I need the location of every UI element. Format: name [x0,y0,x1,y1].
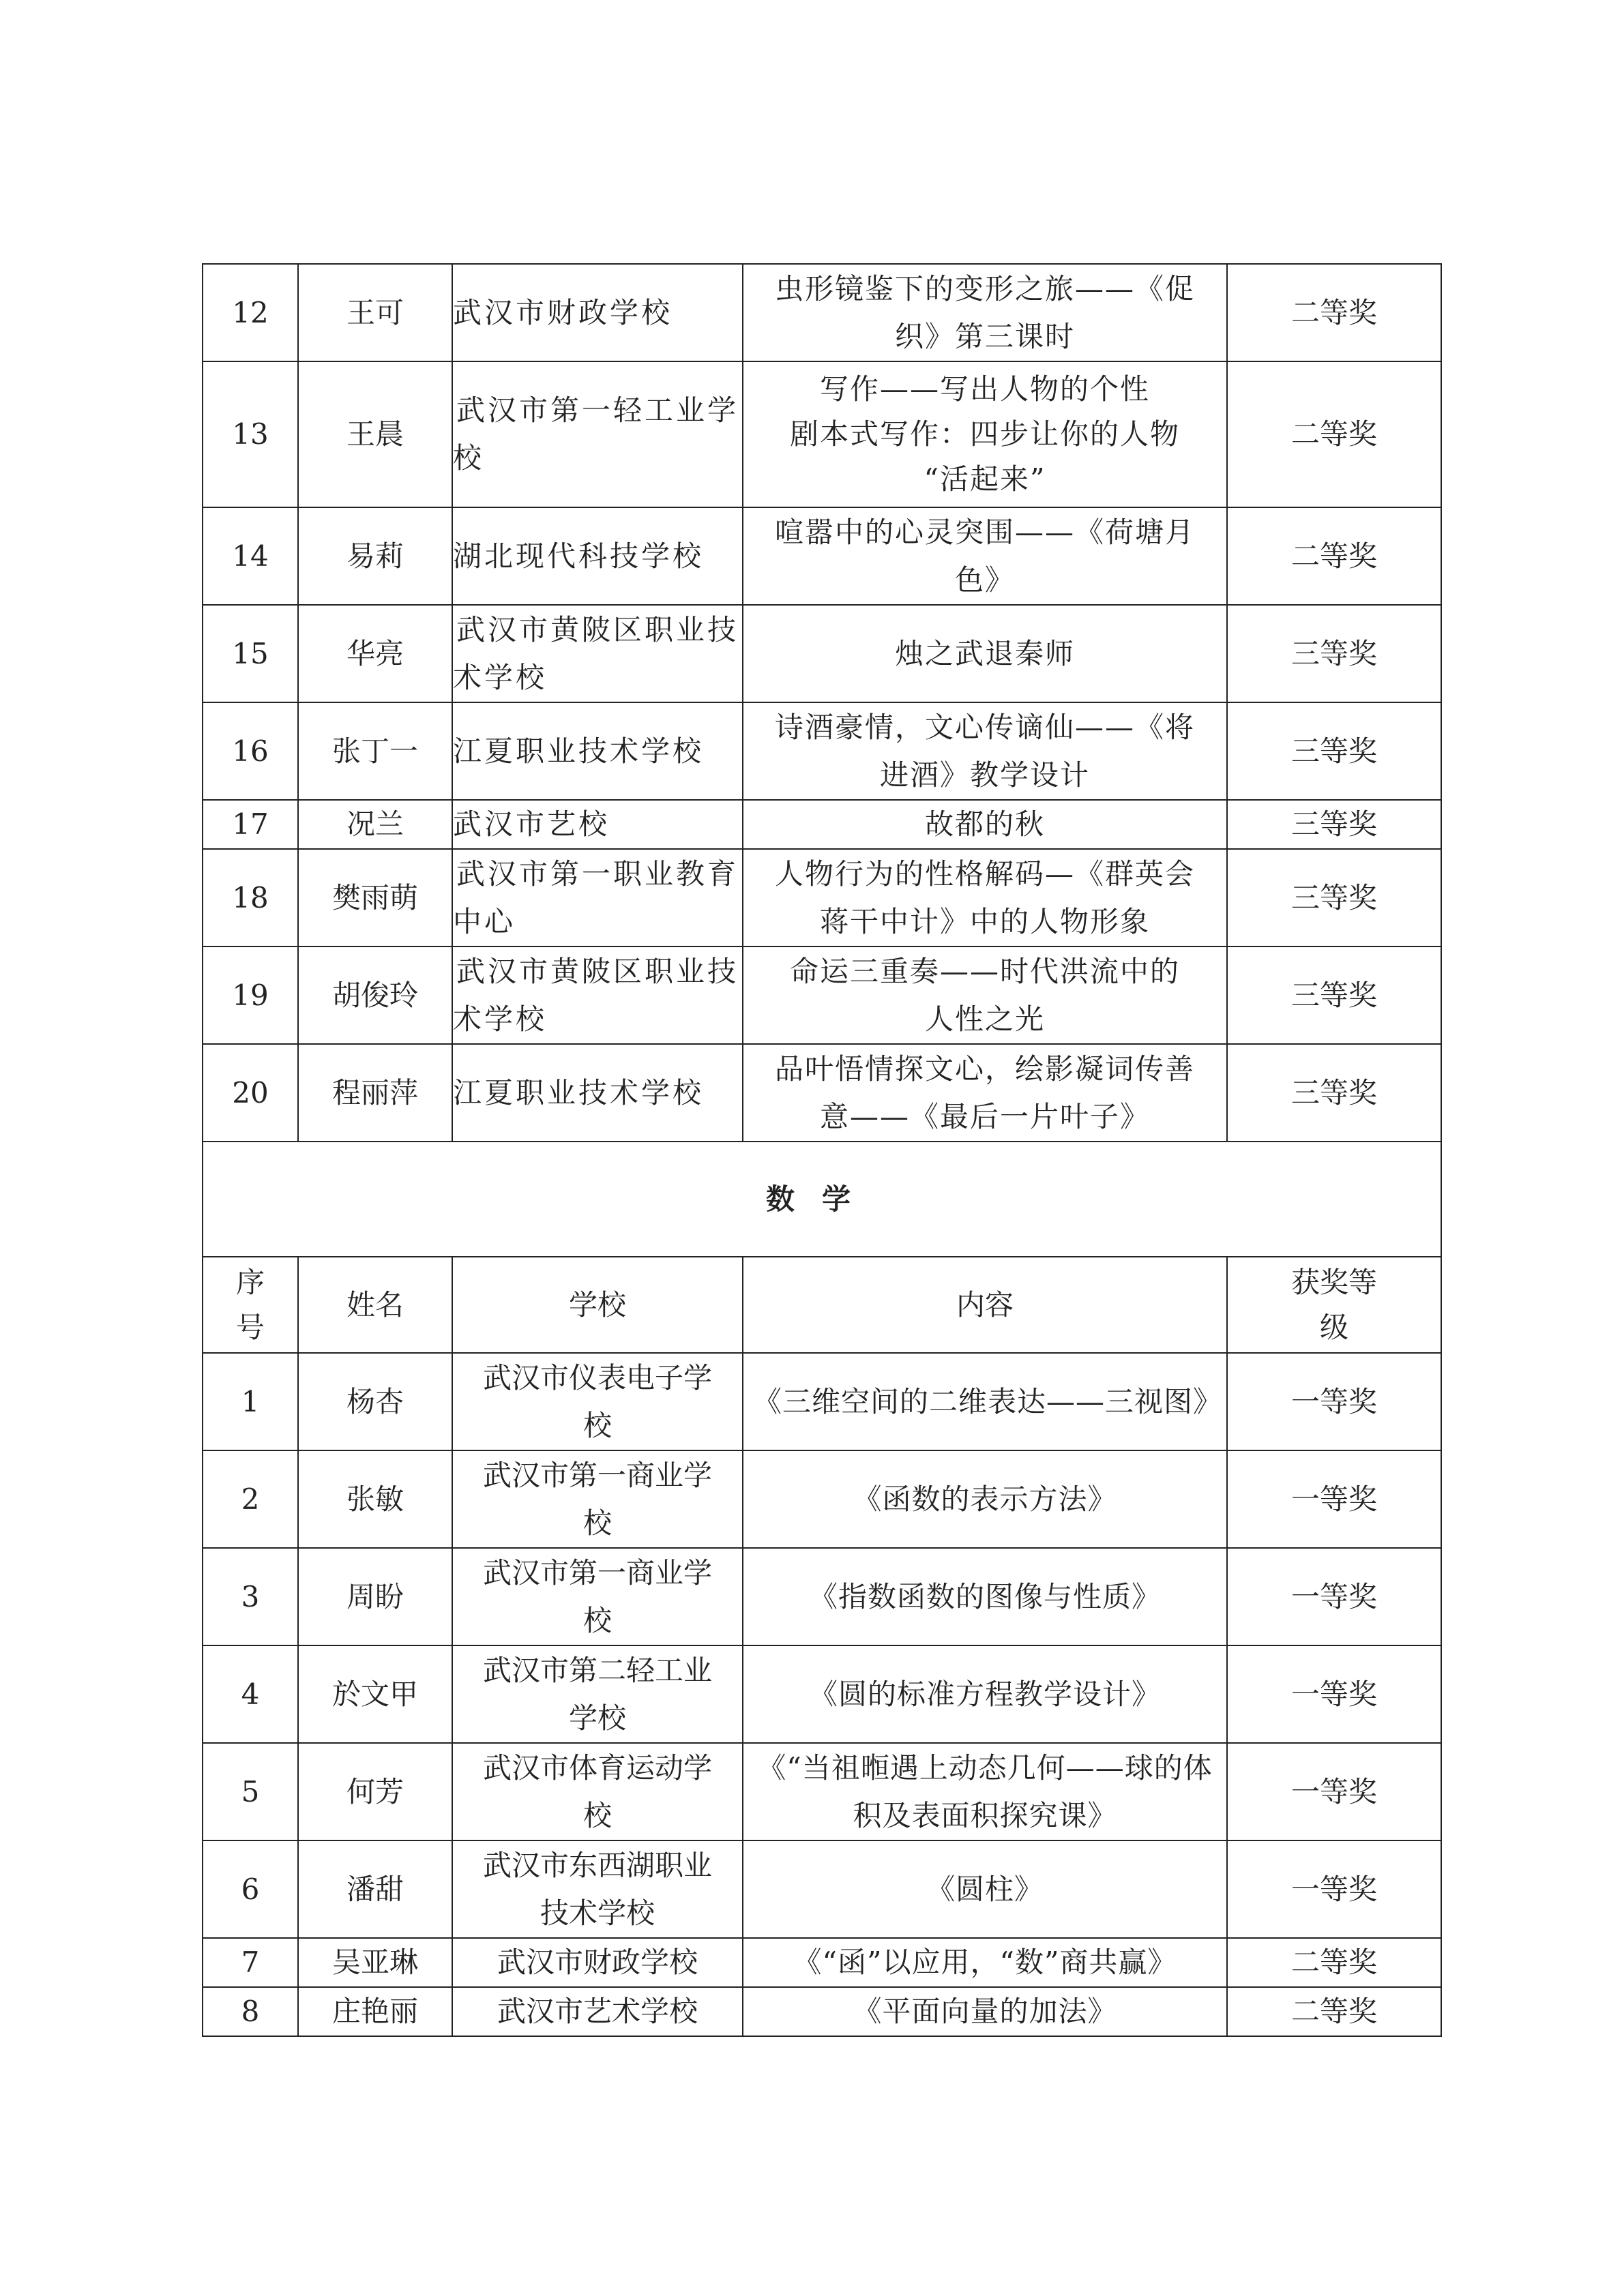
row-school: 武汉市财政学校 [452,264,743,361]
row-name: 王可 [298,264,452,361]
row-award: 二等奖 [1227,1938,1441,1987]
row-name: 程丽萍 [298,1044,452,1142]
row-name: 樊雨萌 [298,849,452,946]
row-content [743,946,1227,1044]
row-content: 《指数函数的图像与性质》 [743,1548,1227,1645]
row-content [743,702,1227,800]
table-row [203,1743,1441,1840]
row-name: 张丁一 [298,702,452,800]
row-content [743,800,1227,849]
row-award: 一等奖 [1227,1548,1441,1645]
table-row [203,264,1441,361]
row-no: 17 [203,800,298,849]
row-content [743,849,1227,946]
row-content: 《圆的标准方程教学设计》 [743,1645,1227,1743]
row-no: 19 [203,946,298,1044]
row-award: 一等奖 [1227,1840,1441,1938]
row-no: 4 [203,1645,298,1743]
row-name: 华亮 [298,605,452,702]
row-award: 二等奖 [1227,1987,1441,2036]
row-school: 武汉市艺术学校 [452,1987,743,2036]
row-no: 8 [203,1987,298,2036]
row-name: 吴亚琳 [298,1938,452,1987]
row-no: 6 [203,1840,298,1938]
table-row [203,1840,1441,1938]
row-no: 12 [203,264,298,361]
content-line: 故都的秋 [924,807,1045,841]
row-name: 何芳 [298,1743,452,1840]
row-name: 周盼 [298,1548,452,1645]
table-row [203,605,1441,702]
row-school: 武汉市第一商业学校 [452,1450,743,1548]
math-header-row [203,1257,1441,1353]
table-row [203,1987,1441,2036]
table-row [203,1450,1441,1548]
content-line: 烛之武退秦师 [894,636,1075,670]
row-school: 武汉市财政学校 [452,1938,743,1987]
content-line: 命运三重奏——时代洪流中的 [789,954,1180,988]
content-line: “活起来” [924,462,1046,496]
table-row [203,702,1441,800]
header-no: 序号 [203,1257,298,1353]
row-school: 江夏职业技术学校 [452,702,743,800]
row-no: 1 [203,1353,298,1450]
row-award: 一等奖 [1227,1353,1441,1450]
row-award: 三等奖 [1227,849,1441,946]
row-name: 庄艳丽 [298,1987,452,2036]
content-line: 品叶悟情探文心，绘影凝词传善 [774,1052,1195,1086]
row-school: 武汉市第二轻工业学校 [452,1645,743,1743]
content-line: 虫形镜鉴下的变形之旅——《促 [774,271,1195,305]
row-name: 於文甲 [298,1645,452,1743]
row-award: 一等奖 [1227,1645,1441,1743]
awards-table [202,263,1442,2037]
row-no: 15 [203,605,298,702]
header-award: 获奖等级 [1227,1257,1441,1353]
table-row [203,946,1441,1044]
content-line: 诗酒豪情，文心传谪仙——《将 [774,710,1195,744]
content-line: 人性之光 [924,1002,1045,1036]
row-name: 况兰 [298,800,452,849]
row-content: 《“当祖暅遇上动态几何——球的体积及表面积探究课》 [743,1743,1227,1840]
row-award: 三等奖 [1227,800,1441,849]
table-row [203,1938,1441,1987]
math-title-row [203,1142,1441,1257]
row-content: 《三维空间的二维表达——三视图》 [743,1353,1227,1450]
row-name: 胡俊玲 [298,946,452,1044]
row-no: 13 [203,361,298,507]
table-row [203,1353,1441,1450]
row-school: 湖北现代科技学校 [452,507,743,605]
row-content [743,507,1227,605]
header-name: 姓名 [298,1257,452,1353]
row-award: 二等奖 [1227,361,1441,507]
row-award: 三等奖 [1227,702,1441,800]
row-school: 武汉市第一轻工业学校 [452,361,743,507]
table-row [203,800,1441,849]
content-line: 喧嚣中的心灵突围——《荷塘月 [774,515,1195,549]
row-no: 14 [203,507,298,605]
math-section [203,1142,1441,1353]
row-school: 武汉市东西湖职业技术学校 [452,1840,743,1938]
row-content: 《平面向量的加法》 [743,1987,1227,2036]
row-award: 二等奖 [1227,507,1441,605]
row-content: 《圆柱》 [743,1840,1227,1938]
row-award: 三等奖 [1227,946,1441,1044]
content-line: 色》 [954,563,1015,597]
row-no: 20 [203,1044,298,1142]
table-row [203,507,1441,605]
math-section-title: 数学 [203,1142,1441,1257]
table-row [203,361,1441,507]
row-content [743,605,1227,702]
content-line: 剧本式写作：四步让你的人物 [789,417,1180,451]
row-no: 5 [203,1743,298,1840]
row-no: 2 [203,1450,298,1548]
content-line: 织》第三课时 [894,319,1075,353]
content-line: 人物行为的性格解码—《群英会 [774,856,1195,891]
row-content [743,1044,1227,1142]
row-name: 王晨 [298,361,452,507]
row-award: 三等奖 [1227,1044,1441,1142]
table-row [203,1044,1441,1142]
row-name: 潘甜 [298,1840,452,1938]
row-school: 武汉市第一职业教育中心 [452,849,743,946]
row-content: 《“函”以应用，“数”商共赢》 [743,1938,1227,1987]
math-rows [203,1353,1441,2036]
row-no: 16 [203,702,298,800]
row-school: 武汉市体育运动学校 [452,1743,743,1840]
row-no: 18 [203,849,298,946]
row-school: 武汉市黄陂区职业技术学校 [452,605,743,702]
row-no: 3 [203,1548,298,1645]
content-line: 意——《最后一片叶子》 [819,1099,1150,1133]
content-line: 写作——写出人物的个性 [819,372,1150,406]
row-name: 易莉 [298,507,452,605]
row-content: 《函数的表示方法》 [743,1450,1227,1548]
row-school: 江夏职业技术学校 [452,1044,743,1142]
content-line: 蒋干中计》中的人物形象 [819,904,1150,938]
row-school: 武汉市第一商业学校 [452,1548,743,1645]
row-content [743,361,1227,507]
row-award: 一等奖 [1227,1743,1441,1840]
header-school: 学校 [452,1257,743,1353]
row-no: 7 [203,1938,298,1987]
row-name: 张敏 [298,1450,452,1548]
content-line: 进酒》教学设计 [879,758,1090,792]
row-school: 武汉市仪表电子学校 [452,1353,743,1450]
row-award: 一等奖 [1227,1450,1441,1548]
table-row [203,1645,1441,1743]
row-name: 杨杏 [298,1353,452,1450]
row-award: 二等奖 [1227,264,1441,361]
chinese-section [203,264,1441,1142]
header-content: 内容 [743,1257,1227,1353]
table-row [203,1548,1441,1645]
row-content [743,264,1227,361]
row-award: 三等奖 [1227,605,1441,702]
table-row [203,849,1441,946]
row-school: 武汉市艺校 [452,800,743,849]
row-school: 武汉市黄陂区职业技术学校 [452,946,743,1044]
